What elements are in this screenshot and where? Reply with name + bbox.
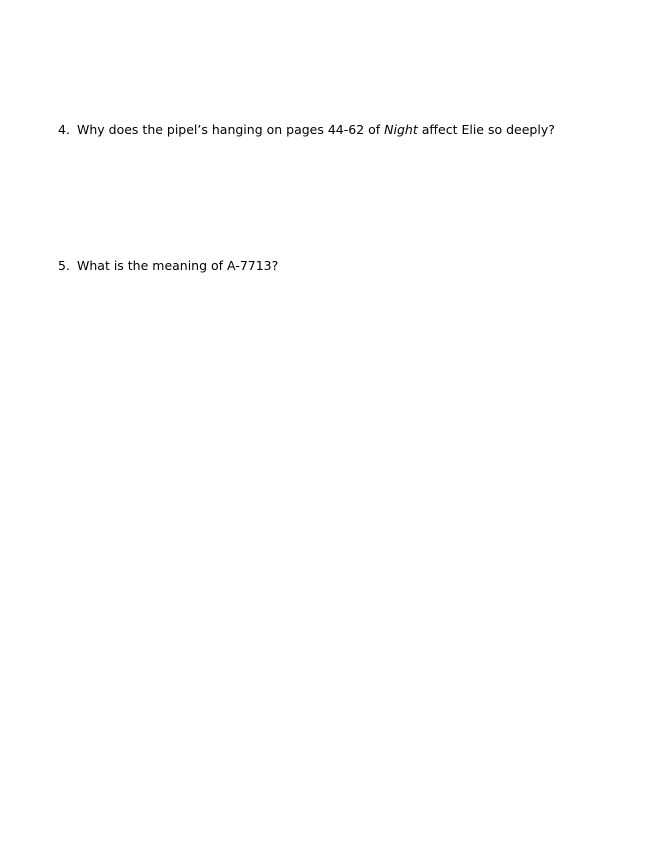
question-text-before: Why does the pipel’s hanging on pages 44-62 of [77, 122, 385, 137]
question-number: 4. [58, 122, 70, 137]
question-number: 5. [58, 258, 70, 273]
question-text-after: affect Elie so deeply? [417, 122, 555, 137]
book-title: Night [384, 122, 418, 137]
question-text [77, 122, 555, 138]
question-4 [58, 122, 555, 138]
question-5 [58, 258, 278, 274]
question-text: What is the meaning of A-7713? [77, 258, 279, 273]
